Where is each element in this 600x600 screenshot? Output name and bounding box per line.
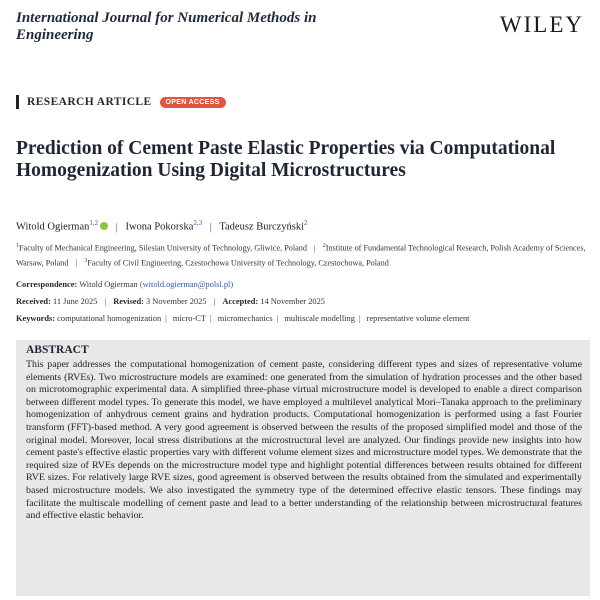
correspondence-name: Witold Ogierman <box>79 280 138 289</box>
affiliation-text: Faculty of Civil Engineering, Czestochowa University of Technology, Czestochowa, Poland <box>87 258 389 268</box>
author-separator: | <box>115 221 118 233</box>
keyword-separator: | <box>165 314 167 323</box>
keywords-line <box>16 314 588 323</box>
affiliations <box>16 240 588 269</box>
article-type-label: RESEARCH ARTICLE <box>27 96 152 108</box>
author-affiliation-ref[interactable]: 2,3 <box>193 219 203 227</box>
author-list <box>16 219 586 233</box>
keyword[interactable]: micro-CT <box>172 314 206 323</box>
received-label: Received: <box>16 297 51 306</box>
date-separator: | <box>213 297 216 306</box>
author-name[interactable]: Iwona Pokorska <box>125 221 194 233</box>
correspondence-email-link[interactable]: (witold.ogierman@polsl.pl) <box>139 280 234 289</box>
accepted-date: 14 November 2025 <box>260 297 325 306</box>
correspondence-line <box>16 280 588 289</box>
abstract-box <box>16 340 590 596</box>
author-separator: | <box>209 221 212 233</box>
keyword[interactable]: micromechanics <box>217 314 273 323</box>
keyword[interactable]: computational homogenization <box>57 314 162 323</box>
affiliation-number: 1 <box>16 243 19 249</box>
date-separator: | <box>104 297 107 306</box>
keyword[interactable]: multiscale modelling <box>284 314 355 323</box>
open-access-badge: OPEN ACCESS <box>160 97 226 108</box>
correspondence-label: Correspondence: <box>16 280 78 289</box>
article-type-bar <box>16 95 19 109</box>
accepted-label: Accepted: <box>222 297 259 306</box>
author-affiliation-ref[interactable]: 1,2 <box>89 219 99 227</box>
author-name[interactable]: Tadeusz Burczyński <box>219 221 305 233</box>
affiliation-number: 2 <box>322 243 326 249</box>
received-date: 11 June 2025 <box>52 297 98 306</box>
keyword-separator: | <box>276 314 279 323</box>
dates-line <box>16 297 588 306</box>
article-title: Prediction of Cement Paste Elastic Properties via Computational Homogenization Using Digital Microstructures <box>16 138 556 181</box>
affiliation-text: Faculty of Mechanical Engineering, Silesian University of Technology, Gliwice, Poland <box>19 243 307 253</box>
journal-name: International Journal for Numerical Methods in Engineering <box>16 10 317 43</box>
keyword[interactable]: representative volume element <box>366 314 470 323</box>
keyword-separator: | <box>209 314 212 323</box>
revised-label: Revised: <box>113 297 144 306</box>
affiliation-text: Institute of Fundamental Technological Research, Polish Academy of Sciences, Warsaw, Poland <box>16 243 586 268</box>
publisher-logo[interactable]: WILEY <box>499 12 584 37</box>
keywords-label: Keywords: <box>16 314 56 323</box>
abstract-heading: ABSTRACT <box>26 344 89 356</box>
orcid-icon[interactable] <box>100 222 108 230</box>
keyword-separator: | <box>358 314 361 323</box>
article-type-row <box>16 94 226 110</box>
author-name[interactable]: Witold Ogierman <box>16 221 90 233</box>
affiliation-separator: | <box>314 243 316 253</box>
affiliation-separator: | <box>75 258 78 268</box>
abstract-text: This paper addresses the computational homogenization of cement paste, considering different types and sizes of representative volume elements (RVEs). Two microstructure models are examined: one generated from the simulation of hydration processes and the other based on microtomographic experimental data. A simplified three-phase virtual microstructure model is developed to enable a direct comparison between different model types. To generate this model, we have employed a multilevel analytical Mori–Tanaka approach to the preliminary homogenization of anhydrous cement grains and hydration products. Computational homogenization is performed using a fast Fourier transform (FFT)-based method. A very good agreement is observed between the results of the proposed simplified model and those of the original model. Moreover, local stress distributions at the microstructural level are analyzed. Our findings provide new insights into how cement paste's effective elastic properties vary with different volume element sizes and microstructure model types. We demonstrate that the required size of RVEs depends on the microstructure model type and highlight potential differences between results obtained for different RVE sizes. For relatively large RVE sizes, good agreement is observed between the results obtained from the simulated and experimentally based microstructure models. We also investigated the symmetry type of the determined effective elastic tensors. These findings may facilitate the multiscale modelling of cement paste and lead to a better understanding of the relationship between microstructural features and effective elastic behavior. <box>26 359 582 522</box>
revised-date: 3 November 2025 <box>146 297 207 306</box>
author-affiliation-ref[interactable]: 2 <box>304 219 308 227</box>
affiliation-number: 3 <box>84 257 88 264</box>
